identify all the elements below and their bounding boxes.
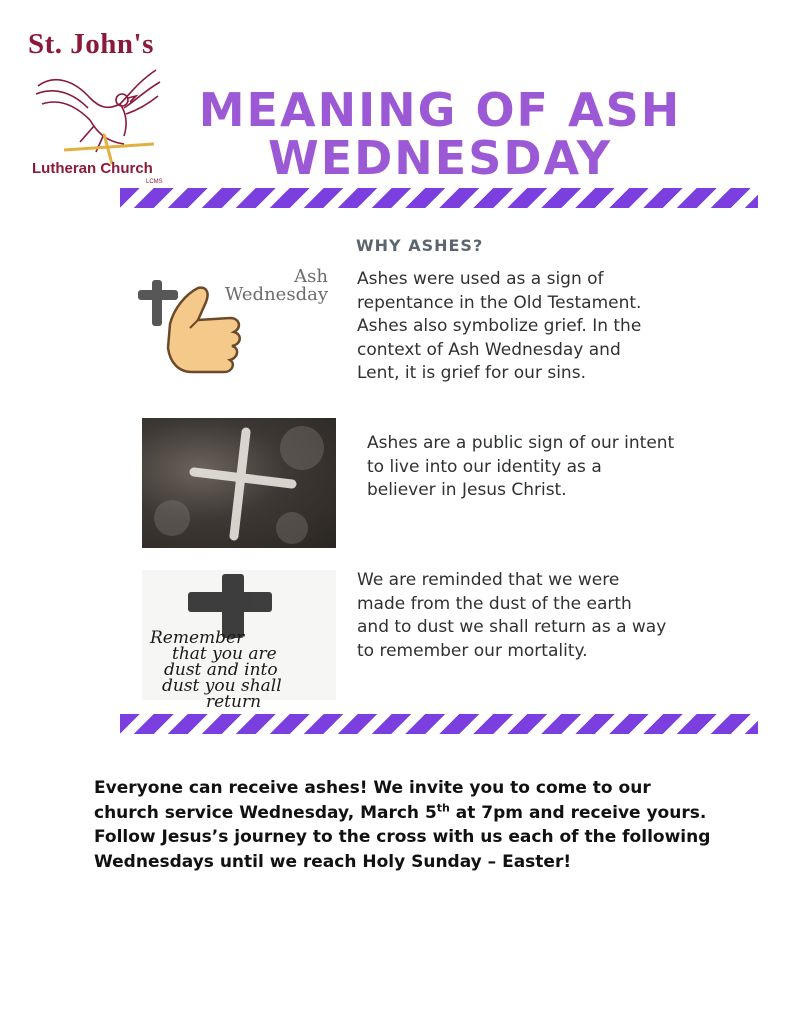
church-logo xyxy=(20,28,180,188)
ash-wednesday-thumb-image xyxy=(134,258,334,398)
bottom-stripe-divider xyxy=(120,714,758,734)
why-ashes-paragraph-2: Ashes are a public sign of our intent to live into our identity as a believer in Jesus Christ. xyxy=(367,433,675,500)
top-stripe-divider xyxy=(120,188,758,208)
title-line-2: WEDNESDAY xyxy=(267,131,613,185)
script-line: that you are xyxy=(172,644,277,664)
script-line: return xyxy=(206,692,262,712)
remember-dust-image xyxy=(142,570,336,712)
script-line: dust and into xyxy=(164,660,278,680)
ash-cross-image xyxy=(142,418,336,548)
why-ashes-paragraph-1: Ashes were used as a sign of repentance in the Old Testament. Ashes also symbolize grief. In the context of Ash Wednesday and Lent, it is grief for our sins. xyxy=(357,269,642,383)
logo-church-subtitle: Lutheran Church xyxy=(32,160,153,177)
logo-lcms: LCMS xyxy=(146,179,163,185)
logo-church-name: St. John's xyxy=(28,28,154,60)
invitation-text: Everyone can receive ashes! We invite you to come to our church service Wednesday, March 5th at 7pm and receive yours. Follow Jesus’s journey to the cross with us each of the following Wednesdays until we reach Holy Sunday – Easter! xyxy=(94,778,711,872)
script-line: dust you shall xyxy=(162,676,282,696)
ash-cross-icon xyxy=(142,418,336,548)
title-line-1: MEANING OF ASH xyxy=(198,83,682,137)
page-title xyxy=(160,83,720,185)
eagle-cross-icon xyxy=(34,64,164,164)
script-line: Remember xyxy=(150,628,245,648)
image-label: Ash Wednesday xyxy=(224,266,328,305)
why-ashes-paragraph-3: We are reminded that we were made from the dust of the earth and to dust we shall return as a way to remember our mortality. xyxy=(357,570,667,661)
section-heading: WHY ASHES? xyxy=(356,236,484,255)
